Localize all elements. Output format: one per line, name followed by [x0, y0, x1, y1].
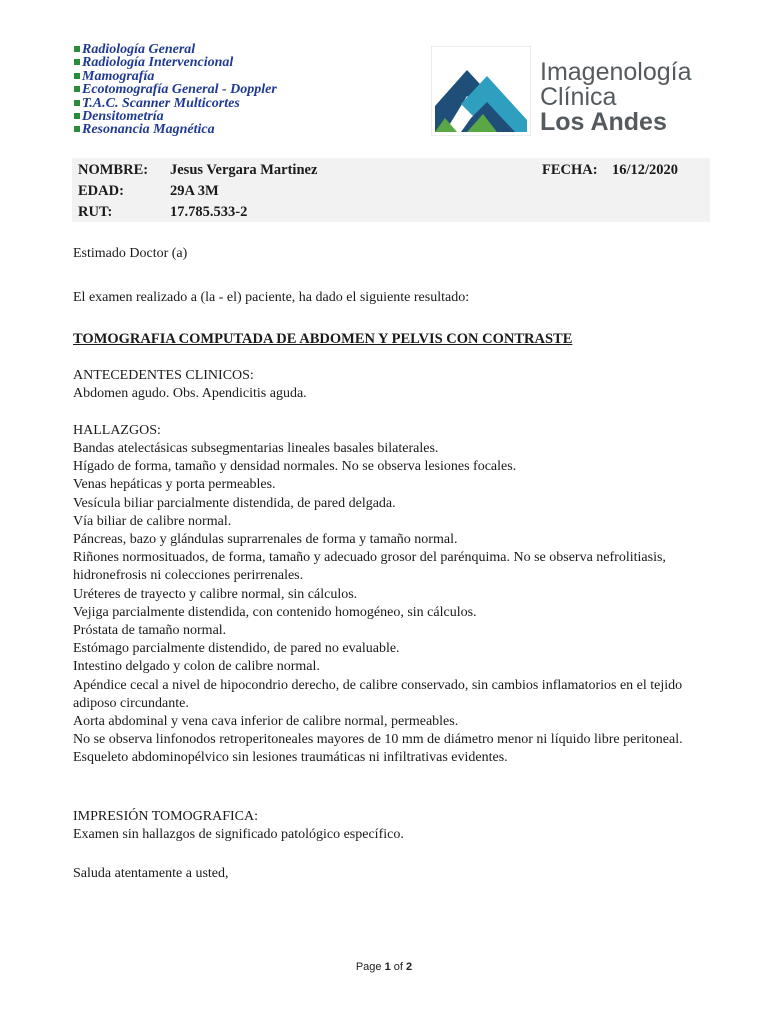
logo-text-line1: Imagenología	[540, 58, 692, 86]
service-item: Resonancia Magnética	[74, 123, 277, 136]
finding-line: Vía biliar de calibre normal.	[73, 513, 232, 529]
age-value: 29A 3M	[170, 183, 219, 199]
bullet-icon	[74, 59, 80, 65]
closing-text: Saluda atentamente a usted,	[73, 866, 229, 881]
finding-line: Vesícula biliar parcialmente distendida, de pared delgada.	[73, 495, 396, 511]
page-current: 1	[384, 961, 391, 973]
service-item: Ecotomografía General - Doppler	[74, 83, 277, 96]
mountain-logo-icon	[431, 46, 531, 136]
finding-line: Páncreas, bazo y glándulas suprarrenales de forma y tamaño normal.	[73, 532, 458, 548]
service-item: Mamografía	[74, 70, 277, 83]
logo-text-line3: Los Andes	[540, 108, 667, 136]
logo-text-line2: Clínica	[540, 83, 617, 111]
name-label: NOMBRE:	[78, 162, 149, 178]
of-word: of	[393, 961, 403, 973]
finding-line: Apéndice cecal a nivel de hipocondrio derecho, de calibre conservado, sin cambios inflamatorios en el tejido adiposo circundante.	[73, 677, 683, 711]
rut-label: RUT:	[78, 204, 113, 220]
bullet-icon	[74, 113, 80, 119]
service-item: Radiología General	[74, 43, 277, 56]
services-list	[74, 43, 277, 137]
finding-line: Riñones normosituados, de forma, tamaño y adecuado grosor del parénquima. No se observa nefrolitiasis, hidronefrosis ni colecciones perirrenales.	[73, 550, 666, 584]
bullet-icon	[74, 86, 80, 92]
antecedentes-text: Abdomen agudo. Obs. Apendicitis aguda.	[73, 386, 307, 401]
age-label: EDAD:	[78, 183, 124, 199]
bullet-icon	[74, 100, 80, 106]
finding-line: Esqueleto abdominopélvico sin lesiones traumáticas ni infiltrativas evidentes.	[73, 750, 508, 766]
finding-line: Estómago parcialmente distendido, de pared no evaluable.	[73, 641, 400, 657]
intro-text: El examen realizado a (la - el) paciente, ha dado el siguiente resultado:	[73, 290, 470, 305]
date-label: FECHA:	[542, 162, 598, 178]
page-total: 2	[406, 961, 413, 973]
finding-line: Hígado de forma, tamaño y densidad normales. No se observa lesiones focales.	[73, 459, 517, 475]
bullet-icon	[74, 46, 80, 52]
antecedentes-heading: ANTECEDENTES CLINICOS:	[73, 368, 254, 383]
date-value: 16/12/2020	[612, 162, 679, 178]
report-title: TOMOGRAFIA COMPUTADA DE ABDOMEN Y PELVIS CON CONTRASTE	[73, 331, 573, 347]
finding-line: Venas hepáticas y porta permeables.	[73, 477, 276, 493]
finding-line: No se observa linfonodos retroperitoneales mayores de 10 mm de diámetro menor ni líquido libre peritoneal.	[73, 732, 683, 748]
rut-value: 17.785.533-2	[170, 204, 248, 220]
finding-line: Aorta abdominal y vena cava inferior de calibre normal, permeables.	[73, 714, 459, 730]
bullet-icon	[74, 73, 80, 79]
finding-line: Próstata de tamaño normal.	[73, 623, 227, 639]
patient-info-box	[72, 158, 710, 222]
finding-line: Uréteres de trayecto y calibre normal, sin cálculos.	[73, 586, 358, 602]
hallazgos-heading: HALLAZGOS:	[73, 423, 161, 438]
impresion-heading: IMPRESIÓN TOMOGRAFICA:	[73, 809, 259, 824]
impresion-text: Examen sin hallazgos de significado patológico específico.	[73, 827, 404, 842]
finding-line: Vejiga parcialmente distendida, con contenido homogéneo, sin cálculos.	[73, 604, 477, 620]
finding-line: Intestino delgado y colon de calibre normal.	[73, 659, 320, 675]
findings-list	[73, 440, 713, 768]
page-word: Page	[355, 961, 382, 973]
name-value: Jesus Vergara Martinez	[170, 162, 318, 178]
service-item: Densitometría	[74, 110, 277, 123]
page-footer	[0, 961, 768, 973]
greeting: Estimado Doctor (a)	[73, 246, 188, 261]
service-item: Radiología Intervencional	[74, 56, 277, 69]
bullet-icon	[74, 126, 80, 132]
finding-line: Bandas atelectásicas subsegmentarias lineales basales bilaterales.	[73, 441, 439, 456]
service-item: T.A.C. Scanner Multicortes	[74, 97, 277, 110]
clinic-logo	[431, 46, 703, 138]
